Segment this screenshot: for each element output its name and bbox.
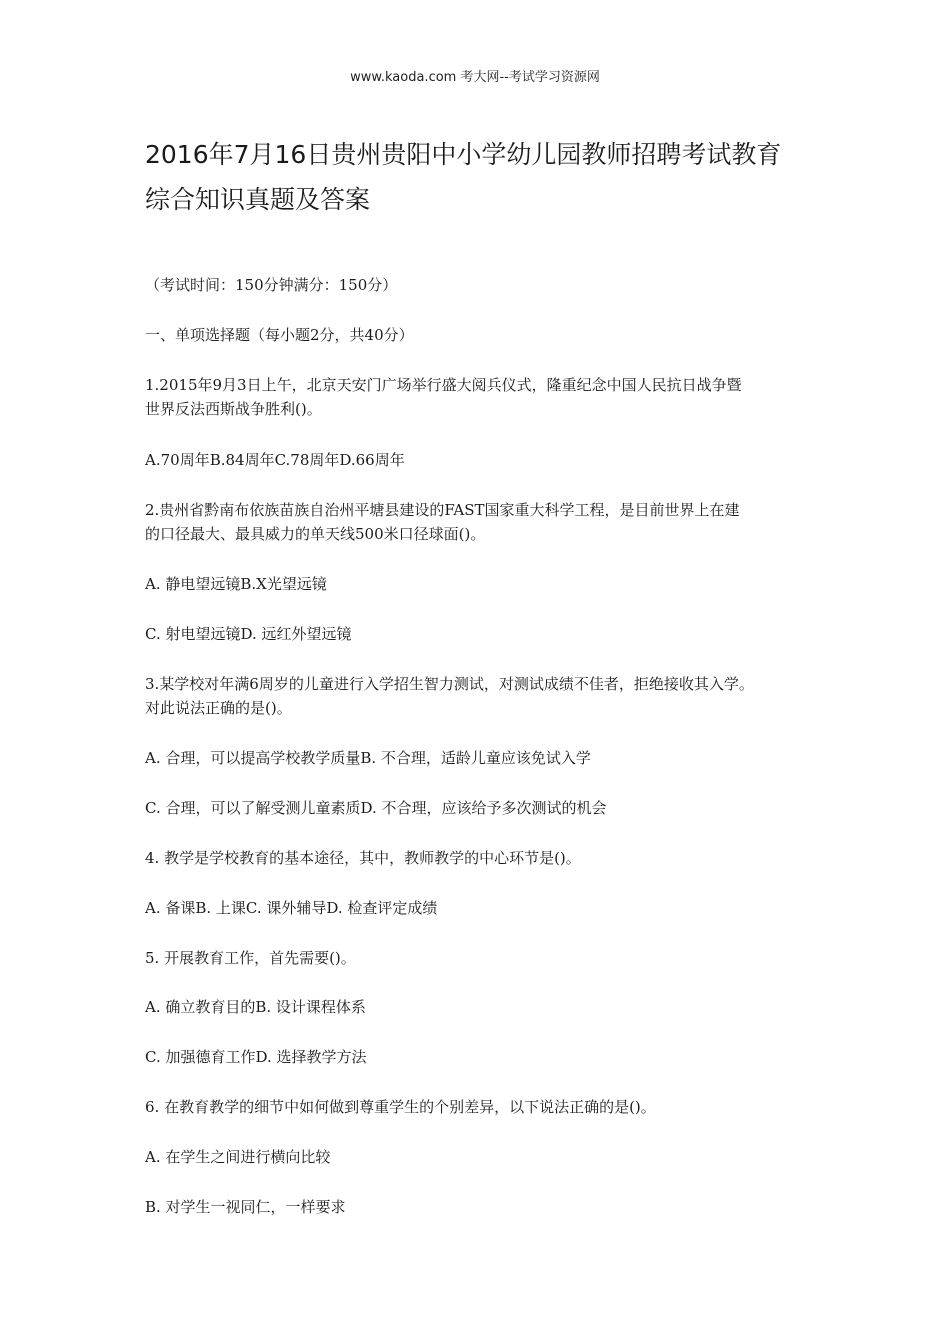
question-2-options-line-1: A. 静电望远镜B.X光望远镜 bbox=[145, 575, 327, 593]
question-1-stem-line-2: 世界反法西斯战争胜利()。 bbox=[145, 400, 322, 418]
question-3-stem-line-1: 3.某学校对年满6周岁的儿童进行入学招生智力测试，对测试成绩不佳者，拒绝接收其入学。 bbox=[145, 675, 754, 693]
question-4-stem: 4. 教学是学校教育的基本途径，其中，教师教学的中心环节是()。 bbox=[145, 849, 581, 867]
document-title bbox=[145, 132, 825, 222]
question-3-options-line-2: C. 合理，可以了解受测儿童素质D. 不合理，应该给予多次测试的机会 bbox=[145, 799, 607, 817]
question-1-options: A.70周年B.84周年C.78周年D.66周年 bbox=[145, 451, 405, 469]
title-line-2: 综合知识真题及答案 bbox=[145, 185, 371, 214]
question-3-options-line-1: A. 合理，可以提高学校教学质量B. 不合理，适龄儿童应该免试入学 bbox=[145, 749, 591, 767]
exam-info: （考试时间：150分钟满分：150分） bbox=[145, 276, 398, 294]
question-2-options-line-2: C. 射电望远镜D. 远红外望远镜 bbox=[145, 625, 352, 643]
question-5-options-line-1: A. 确立教育目的B. 设计课程体系 bbox=[145, 998, 366, 1016]
question-5-stem: 5. 开展教育工作，首先需要()。 bbox=[145, 949, 356, 967]
question-2-stem-line-2: 的口径最大、最具威力的单天线500米口径球面()。 bbox=[145, 525, 486, 543]
question-6-stem: 6. 在教育教学的细节中如何做到尊重学生的个别差异，以下说法正确的是()。 bbox=[145, 1098, 656, 1116]
question-6-option-b: B. 对学生一视同仁，一样要求 bbox=[145, 1198, 346, 1216]
question-3-stem-line-2: 对此说法正确的是()。 bbox=[145, 699, 292, 717]
section-heading: 一、单项选择题（每小题2分，共40分） bbox=[145, 326, 414, 344]
title-line-1: 2016年7月16日贵州贵阳中小学幼儿园教师招聘考试教育 bbox=[145, 140, 782, 169]
question-2-stem-line-1: 2.贵州省黔南布依族苗族自治州平塘县建设的FAST国家重大科学工程，是目前世界上在建 bbox=[145, 501, 740, 519]
question-5-options-line-2: C. 加强德育工作D. 选择教学方法 bbox=[145, 1048, 367, 1066]
question-6-option-a: A. 在学生之间进行横向比较 bbox=[145, 1148, 331, 1166]
question-1-stem-line-1: 1.2015年9月3日上午，北京天安门广场举行盛大阅兵仪式，隆重纪念中国人民抗日战争暨 bbox=[145, 376, 742, 394]
page-header: www.kaoda.com 考大网--考试学习资源网 bbox=[350, 70, 600, 85]
question-4-options: A. 备课B. 上课C. 课外辅导D. 检查评定成绩 bbox=[145, 899, 438, 917]
